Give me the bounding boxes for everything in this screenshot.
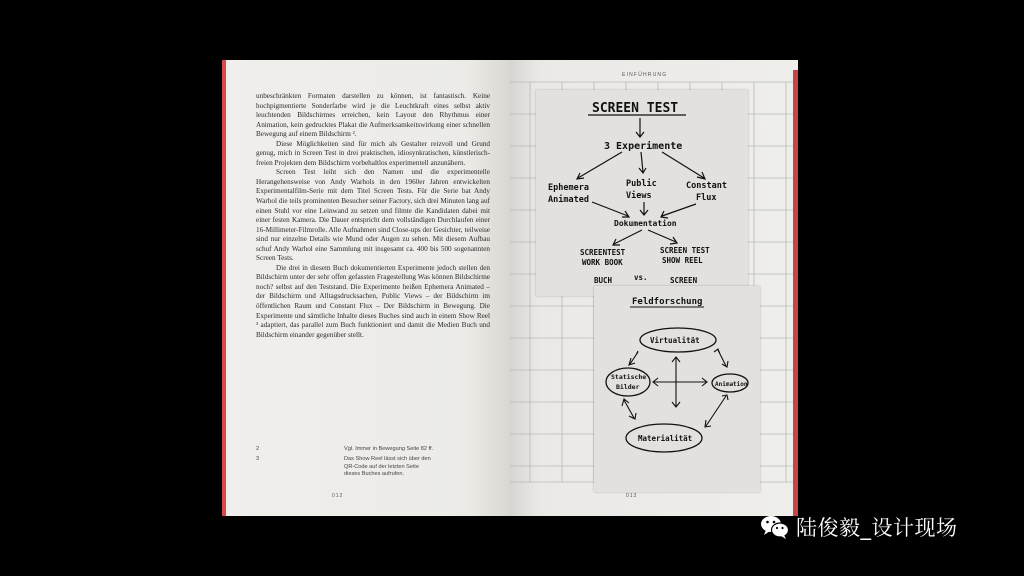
sketch-feldforschung	[594, 286, 760, 492]
sketch-label-screen: SCREEN	[670, 276, 698, 285]
watermark-text: 陆俊毅_设计现场	[796, 516, 958, 540]
sketch2-node-top: Virtualität	[650, 336, 700, 345]
paragraph-4: Die drei in diesem Buch dokumentierten Experimente jedoch stellen den Bildschirm unter der sehr offen gefassten Fragestellung Was können Bildschirme noch? selbst auf den Teststand. Die Experimente heißen Ephemera Animated – der Bildschirm und Alltagsdrucksachen, Public Views – der Bildschirm im öffentlichen Raum und Constant Flux – Der Bildschirm in Bewegung. Die Experimente und sämtliche Inhalte dieses Buches sind auch in einem Show Reel ³ adaptiert, das parallel zum Buch funktioniert und damit die Medien Buch und Bildschirm einander gegenüber stellt.	[256, 263, 490, 339]
sketch-label-buch: BUCH	[594, 276, 613, 285]
sketch-node-workbook-2: WORK BOOK	[582, 258, 623, 267]
sketch-label-vs: vs.	[634, 273, 648, 282]
footnote-2-text: Vgl. Immer in Bewegung Seite 82 ff.	[344, 446, 434, 452]
sketch-node-experiments: 3 Experimente	[604, 141, 683, 152]
sketch-node-ephemera-1: Ephemera	[548, 183, 589, 193]
folio-right: 013	[626, 493, 638, 499]
running-head: EINFÜHRUNG	[622, 72, 668, 78]
paragraph-2: Diese Möglichkeiten sind für mich als Gestalter reizvoll und Grund genug, mich in Screen Test in drei praktischen, idiosynkratischen, künstlerisch-freien Projekten dem Bildschirm vorbehaltlos experimentell anzunähern.	[256, 139, 490, 167]
sketch-node-ephemera-2: Animated	[548, 195, 589, 205]
wechat-icon	[760, 514, 790, 540]
open-book	[222, 60, 798, 516]
body-text	[256, 92, 490, 340]
red-edge-left	[222, 60, 226, 516]
footnote-3-text: Das Show Reel lässt sich über den QR-Code auf der letzten Seite dieses Buches aufrufen.	[344, 456, 431, 477]
right-page	[510, 60, 798, 516]
sketch-node-workbook-1: SCREENTEST	[580, 248, 626, 257]
sketch-feldforschung-drawing	[594, 286, 760, 492]
sketch-node-constant-2: Flux	[696, 193, 717, 203]
sketch-screen-test-drawing	[536, 90, 748, 296]
sketch-node-public-1: Public	[626, 179, 657, 189]
sketch-node-showreel-2: SHOW REEL	[662, 256, 703, 265]
sketch-node-showreel-1: SCREEN TEST	[660, 246, 710, 255]
paragraph-1: unbeschränkten Formaten darstellen zu können, ist fantastisch. Keine hochpigmentierte Sonderfarbe wird je die Leuchtkraft eines selbst aktiv leuchtenden Bildschirmes erreichen, kein Layout den Rhythmus einer Animation, kein gedrucktes Plakat die Aufmerksamkeitswirkung einer schnellen Bewegung auf einem Bildschirm ².	[256, 92, 490, 139]
sketch-screen-test	[536, 90, 748, 296]
sketch-node-constant-1: Constant	[686, 181, 727, 191]
paragraph-3: Screen Test leiht sich den Namen und die experimentelle Herangehensweise von Andy Warhols in den 1960er Jahren entwickelten Experimentalfilm-Serie mit dem Titel Screen Tests. Für die Serie bat Andy Warhol die teils prominenten Besucher seiner Factory, sich drei Minuten lang auf einen Stuhl vor eine Leinwand zu setzen und filmte die Kandidaten dabei mit einer festen Kamera. Die Dauer entspricht dem vollständigen Durchlaufen einer 16-Millimeter-Filmrolle. Alle Aufnahmen sind Close-ups der Gesichter, teilweise sind nur einzelne Details wie Mund oder Augen zu sehen. Mit diesem Aufbau schuf Andy Warhol eine Sammlung mit insgesamt ca. 400 bis 500 sogenannten Screen Tests.	[256, 168, 490, 263]
watermark	[760, 512, 958, 542]
sketch-node-doc: Dokumentation	[614, 219, 677, 228]
footnote-3-number: 3	[256, 456, 260, 462]
left-page	[222, 60, 510, 516]
sketch2-node-bottom: Materialität	[638, 434, 693, 443]
red-edge-right	[793, 70, 798, 516]
sketch-title: SCREEN TEST	[592, 101, 679, 116]
sketch2-node-left-1: Statische	[611, 373, 647, 381]
folio-left: 012	[332, 493, 344, 499]
sketch-node-public-2: Views	[626, 191, 652, 201]
sketch2-node-left-2: Bilder	[616, 383, 640, 391]
sketch2-node-right: Animation	[715, 381, 748, 388]
sketch2-title: Feldforschung	[632, 297, 703, 307]
footnote-2-number: 2	[256, 446, 260, 452]
